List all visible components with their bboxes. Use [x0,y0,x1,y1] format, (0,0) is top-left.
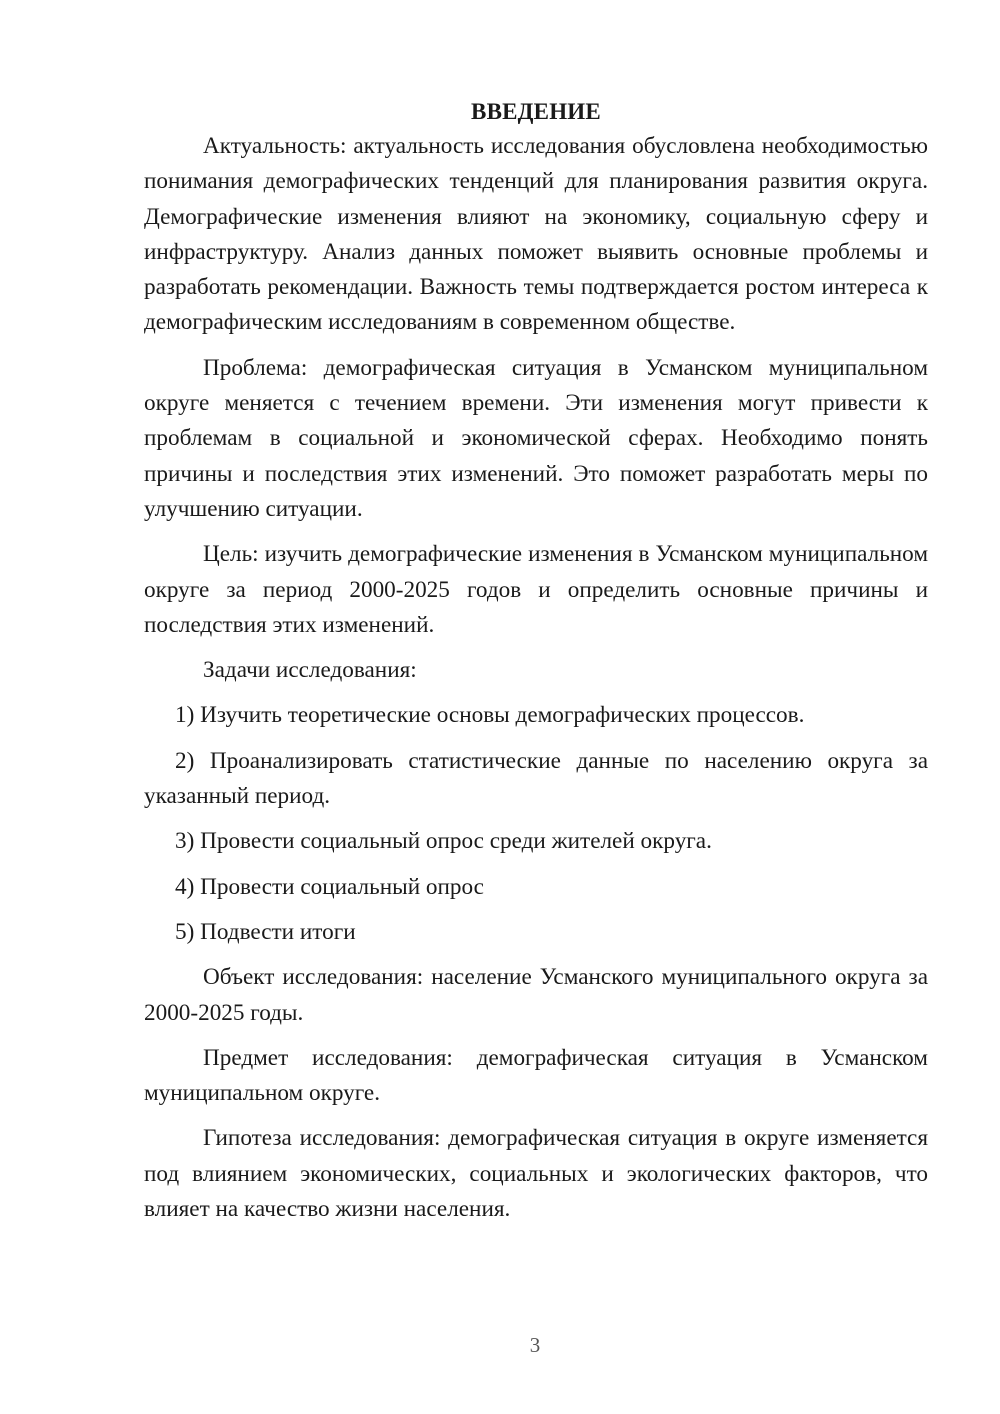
task-item-4: 4) Провести социальный опрос [175,873,484,900]
paragraph-object: Объект исследования: население Усманского муниципального округа за 2000-2025 годы. [144,964,928,1026]
paragraph-hypothesis: Гипотеза исследования: демографическая ситуация в округе изменяется под влиянием экономических, социальных и экологических факторов, что влияет на качество жизни населения. [144,1125,928,1223]
document-page [144,94,928,1237]
paragraph-relevance: Актуальность: актуальность исследования обусловлена необходимостью понимания демографических тенденций для планирования развития округа. Демографические изменения влияют на экономику, социальную сферу и инфраструктуру. Анализ данных поможет выявить основные проблемы и разработать рекомендации. Важность темы подтверждается ростом интереса к демографическим исследованиям в современном обществе. [144,133,928,336]
page-number: 3 [529,1333,541,1357]
task-item-1: 1) Изучить теоретические основы демографических процессов. [175,702,805,729]
task-item-5: 5) Подвести итоги [175,918,356,945]
section-title: ВВЕДЕНИЕ [471,99,601,124]
paragraph-subject: Предмет исследования: демографическая ситуация в Усманском муниципальном округе. [144,1044,928,1107]
task-item-3: 3) Провести социальный опрос среди жителей округа. [175,828,712,855]
task-item-2: 2) Проанализировать статистические данные по населению округа за указанный период. [144,747,928,810]
tasks-heading: Задачи исследования: [203,657,417,684]
paragraph-problem: Проблема: демографическая ситуация в Усманском муниципальном округе меняется с течением времени. Эти изменения могут привести к проблемам в социальной и экономической сферах. Необходимо понять причины и последствия этих изменений. Это поможет разработать меры по улучшению ситуации. [144,354,928,522]
paragraph-goal: Цель: изучить демографические изменения в Усманском муниципальном округе за период 2000-2025 годов и определить основные причины и последствия этих изменений. [144,541,928,638]
